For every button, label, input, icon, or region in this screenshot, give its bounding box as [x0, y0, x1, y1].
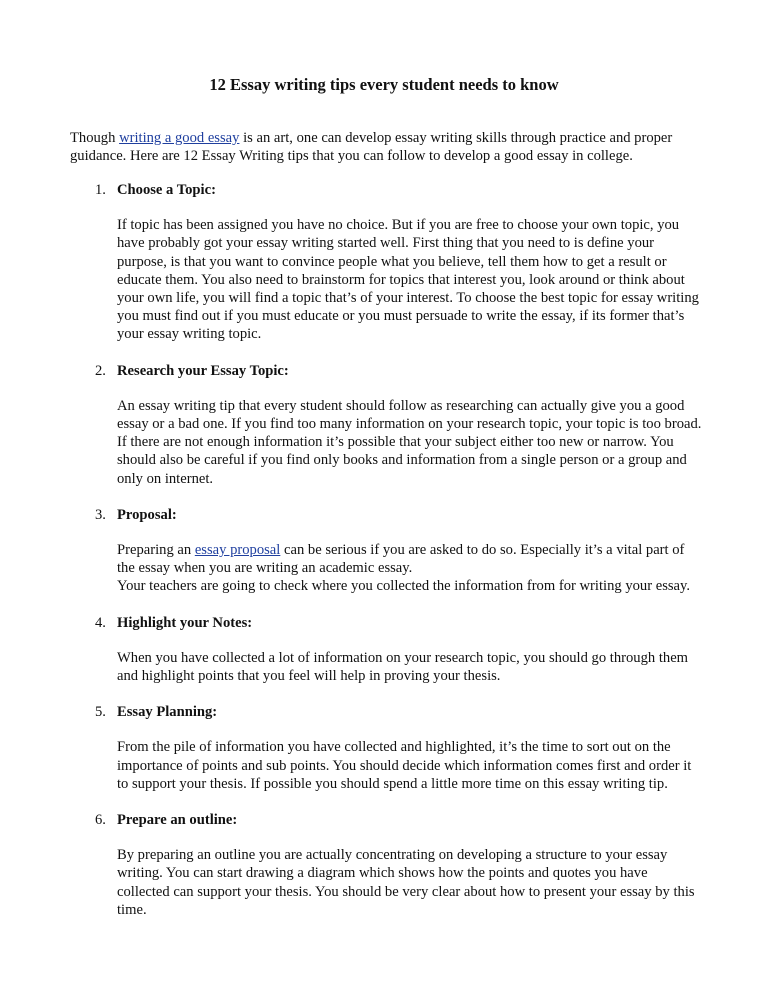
- intro-text-before: Though: [70, 130, 120, 146]
- list-item-4: [0, 614, 768, 686]
- item-body: An essay writing tip that every student should follow as researching can actually give you a good essay or a bad one. If you find too many information on your research topic, your topic is too broad. If there are not enough information it’s possible that your subject either too new or narrow. You should also be careful if you find only books and information from a single person or a group and only on internet.: [117, 397, 702, 487]
- list-item-2: [0, 362, 768, 488]
- item-body: By preparing an outline you are actually concentrating on developing a structure to your essay writing. You can start drawing a diagram which shows how the points and quotes you have collected can support your thesis. You should be very clear about how to present your essay by this time.: [117, 847, 695, 918]
- essay-proposal-link[interactable]: essay proposal: [194, 542, 281, 559]
- list-item-5: [0, 703, 768, 793]
- item-body: From the pile of information you have collected and highlighted, it’s the time to sort out on the importance of points and sub points. You should decide which information comes first and order it to support your thesis. If possible you should spend a little more time on this essay writing tip.: [117, 739, 692, 792]
- proposal-text-before: Preparing an: [117, 542, 195, 559]
- item-heading: [0, 362, 768, 380]
- item-body: When you have collected a lot of information on your research topic, you should go through them and highlight points that you feel will help in proving your thesis.: [117, 649, 689, 685]
- item-number: 4.: [95, 614, 106, 631]
- item-number: 3.: [95, 506, 106, 523]
- item-number: 6.: [95, 812, 106, 829]
- writing-good-essay-link[interactable]: writing a good essay: [119, 130, 240, 146]
- item-number: 2.: [95, 362, 106, 379]
- item-number: 1.: [95, 182, 106, 198]
- proposal-text-line2: Your teachers are going to check where you collected the information from for writing your essay.: [117, 578, 691, 595]
- item-heading: [0, 506, 768, 524]
- item-body: If topic has been assigned you have no choice. But if you are free to choose your own topic, you have probably got your essay writing started well. First thing that you need to is define your purpose, is that you want to convince people what you believe, tell them how to get a result or educate them. You also need to brainstorm for topics that interest you, look around or think about your own life, you will find a topic that’s of your interest. To choose the best topic for essay writing you must find out if you must educate or you must persuade to write the essay, if its former that’s your essay writing topic.: [117, 217, 699, 343]
- intro-paragraph: [70, 129, 710, 165]
- item-heading: [0, 614, 768, 632]
- item-heading-text: Essay Planning:: [117, 704, 218, 721]
- list-item-1: [0, 181, 768, 344]
- intro-text-after: is an art, one can develop essay writing skills through practice and proper guidance. Here are 12 Essay Writing tips that you can follow to develop a good essay in college.: [70, 130, 673, 165]
- proposal-text-after: can be serious if you are asked to do so. Especially it’s a vital part of the essay when you are writing an academic essay.: [117, 542, 685, 577]
- item-heading-text: Proposal:: [117, 506, 177, 523]
- item-body: [0, 541, 703, 596]
- tips-list: [0, 181, 768, 937]
- item-heading: [0, 703, 768, 721]
- item-heading-text: Research your Essay Topic:: [117, 362, 289, 379]
- item-heading-text: Prepare an outline:: [117, 812, 238, 829]
- item-number: 5.: [95, 704, 106, 721]
- item-heading: [0, 181, 768, 199]
- item-heading-text: Highlight your Notes:: [117, 614, 253, 631]
- item-heading-text: Choose a Topic:: [117, 182, 216, 198]
- item-heading: [0, 811, 768, 829]
- list-item-6: [0, 811, 768, 919]
- page-title: 12 Essay writing tips every student needs to know: [209, 75, 559, 94]
- list-item-3: [0, 506, 768, 596]
